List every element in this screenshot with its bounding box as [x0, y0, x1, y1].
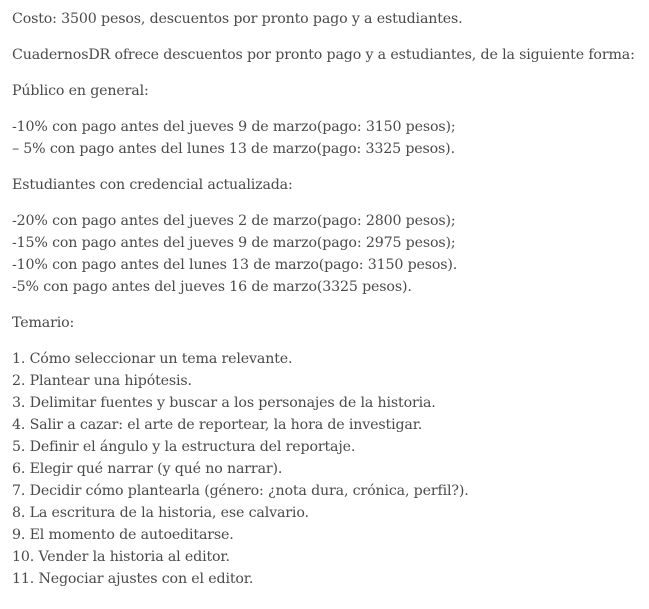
cost-line: Costo: 3500 pesos, descuentos por pronto pago y a estudiantes. [12, 11, 463, 27]
syllabus-item: 5. Definir el ángulo y la estructura del reportaje. [12, 439, 356, 455]
students-item: -20% con pago antes del jueves 2 de marzo(pago: 2800 pesos); [12, 213, 456, 229]
intro-line: CuadernosDR ofrece descuentos por pronto pago y a estudiantes, de la siguiente forma: [12, 47, 635, 63]
students-item: -5% con pago antes del jueves 16 de marzo(3325 pesos). [12, 279, 412, 295]
syllabus-item: 8. La escritura de la historia, ese calvario. [12, 505, 309, 521]
syllabus-item: 9. El momento de autoeditarse. [12, 527, 234, 543]
students-item: -10% con pago antes del lunes 13 de marzo(pago: 3150 pesos). [12, 257, 458, 273]
public-item: -10% con pago antes del jueves 9 de marzo(pago: 3150 pesos); [12, 119, 456, 135]
document-body [12, 8, 644, 590]
public-item: – 5% con pago antes del lunes 13 de marzo(pago: 3325 pesos). [12, 141, 455, 157]
syllabus-item: 10. Vender la historia al editor. [12, 549, 230, 565]
syllabus-item: 4. Salir a cazar: el arte de reportear, la hora de investigar. [12, 417, 423, 433]
syllabus-item: 11. Negociar ajustes con el editor. [12, 571, 254, 587]
syllabus-item: 1. Cómo seleccionar un tema relevante. [12, 351, 293, 367]
syllabus-item: 3. Delimitar fuentes y buscar a los personajes de la historia. [12, 395, 436, 411]
students-item: -15% con pago antes del jueves 9 de marzo(pago: 2975 pesos); [12, 235, 456, 251]
students-heading: Estudiantes con credencial actualizada: [12, 177, 293, 193]
syllabus-item: 2. Plantear una hipótesis. [12, 373, 192, 389]
public-heading: Público en general: [12, 83, 149, 99]
syllabus-item: 6. Elegir qué narrar (y qué no narrar). [12, 461, 283, 477]
syllabus-heading: Temario: [12, 315, 75, 331]
syllabus-item: 7. Decidir cómo plantearla (género: ¿nota dura, crónica, perfil?). [12, 483, 469, 499]
